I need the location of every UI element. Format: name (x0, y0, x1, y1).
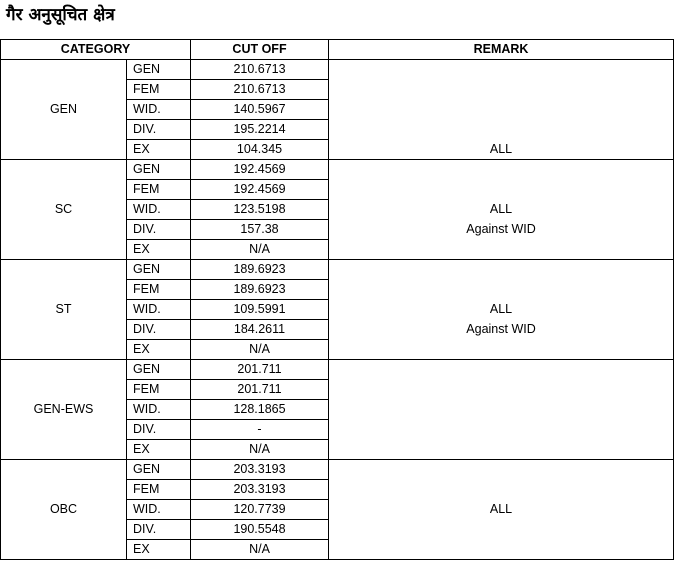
cutoff-cell: 201.711 (191, 360, 329, 380)
table-row (1, 460, 674, 480)
remark-cell: ALL (329, 200, 674, 220)
cutoff-cell: 104.345 (191, 140, 329, 160)
remark-cell: ALL (329, 140, 674, 160)
subcategory-cell: GEN (127, 260, 191, 280)
cutoff-header: CUT OFF (191, 40, 329, 60)
remark-cell (329, 180, 674, 200)
cutoff-cell: 195.2214 (191, 120, 329, 140)
cutoff-cell: 201.711 (191, 380, 329, 400)
subcategory-cell: EX (127, 440, 191, 460)
cutoff-cell: 109.5991 (191, 300, 329, 320)
subcategory-cell: FEM (127, 380, 191, 400)
subcategory-cell: DIV. (127, 520, 191, 540)
remark-cell (329, 480, 674, 500)
category-header: CATEGORY (1, 40, 191, 60)
subcategory-cell: DIV. (127, 220, 191, 240)
subcategory-cell: DIV. (127, 120, 191, 140)
cutoff-cell: 210.6713 (191, 60, 329, 80)
remark-cell (329, 460, 674, 480)
cutoff-cell: 120.7739 (191, 500, 329, 520)
subcategory-cell: FEM (127, 480, 191, 500)
subcategory-cell: EX (127, 140, 191, 160)
table-row (1, 160, 674, 180)
cutoff-cell: 210.6713 (191, 80, 329, 100)
remark-cell (329, 80, 674, 100)
table-row (1, 60, 674, 80)
subcategory-cell: FEM (127, 280, 191, 300)
cutoff-cell: - (191, 420, 329, 440)
remark-cell (329, 380, 674, 400)
header-row (1, 40, 674, 60)
subcategory-cell: GEN (127, 360, 191, 380)
cutoff-cell: 192.4569 (191, 180, 329, 200)
category-cell: SC (1, 160, 127, 260)
table-row (1, 360, 674, 380)
subcategory-cell: GEN (127, 60, 191, 80)
remark-cell (329, 60, 674, 80)
remark-cell (329, 240, 674, 260)
remark-cell (329, 160, 674, 180)
category-cell: OBC (1, 460, 127, 560)
cutoff-cell: 184.2611 (191, 320, 329, 340)
cutoff-cell: 123.5198 (191, 200, 329, 220)
subcategory-cell: FEM (127, 180, 191, 200)
subcategory-cell: GEN (127, 160, 191, 180)
subcategory-cell: WID. (127, 200, 191, 220)
remark-cell (329, 100, 674, 120)
remark-cell (329, 120, 674, 140)
cutoff-cell: N/A (191, 540, 329, 560)
remark-cell: Against WID (329, 220, 674, 240)
remark-cell: ALL (329, 500, 674, 520)
remark-cell (329, 520, 674, 540)
remark-cell: Against WID (329, 320, 674, 340)
cutoff-table (0, 39, 674, 560)
remark-cell (329, 400, 674, 420)
subcategory-cell: DIV. (127, 420, 191, 440)
remark-cell (329, 340, 674, 360)
subcategory-cell: DIV. (127, 320, 191, 340)
subcategory-cell: WID. (127, 100, 191, 120)
cutoff-cell: 140.5967 (191, 100, 329, 120)
subcategory-cell: WID. (127, 500, 191, 520)
cutoff-cell: 203.3193 (191, 480, 329, 500)
remark-cell (329, 280, 674, 300)
remark-header: REMARK (329, 40, 674, 60)
cutoff-cell: 189.6923 (191, 260, 329, 280)
subcategory-cell: WID. (127, 400, 191, 420)
cutoff-cell: 157.38 (191, 220, 329, 240)
remark-cell (329, 540, 674, 560)
category-cell: GEN (1, 60, 127, 160)
remark-cell (329, 260, 674, 280)
cutoff-cell: N/A (191, 340, 329, 360)
table-body (1, 60, 674, 560)
page-title: गैर अनुसूचित क्षेत्र (6, 5, 115, 25)
table-row (1, 260, 674, 280)
remark-cell (329, 360, 674, 380)
remark-cell (329, 420, 674, 440)
cutoff-cell: N/A (191, 440, 329, 460)
cutoff-cell: N/A (191, 240, 329, 260)
subcategory-cell: FEM (127, 80, 191, 100)
cutoff-cell: 189.6923 (191, 280, 329, 300)
subcategory-cell: EX (127, 540, 191, 560)
remark-cell (329, 440, 674, 460)
remark-cell: ALL (329, 300, 674, 320)
subcategory-cell: WID. (127, 300, 191, 320)
category-cell: ST (1, 260, 127, 360)
category-cell: GEN-EWS (1, 360, 127, 460)
cutoff-cell: 190.5548 (191, 520, 329, 540)
subcategory-cell: GEN (127, 460, 191, 480)
subcategory-cell: EX (127, 240, 191, 260)
cutoff-cell: 192.4569 (191, 160, 329, 180)
subcategory-cell: EX (127, 340, 191, 360)
cutoff-cell: 203.3193 (191, 460, 329, 480)
cutoff-cell: 128.1865 (191, 400, 329, 420)
